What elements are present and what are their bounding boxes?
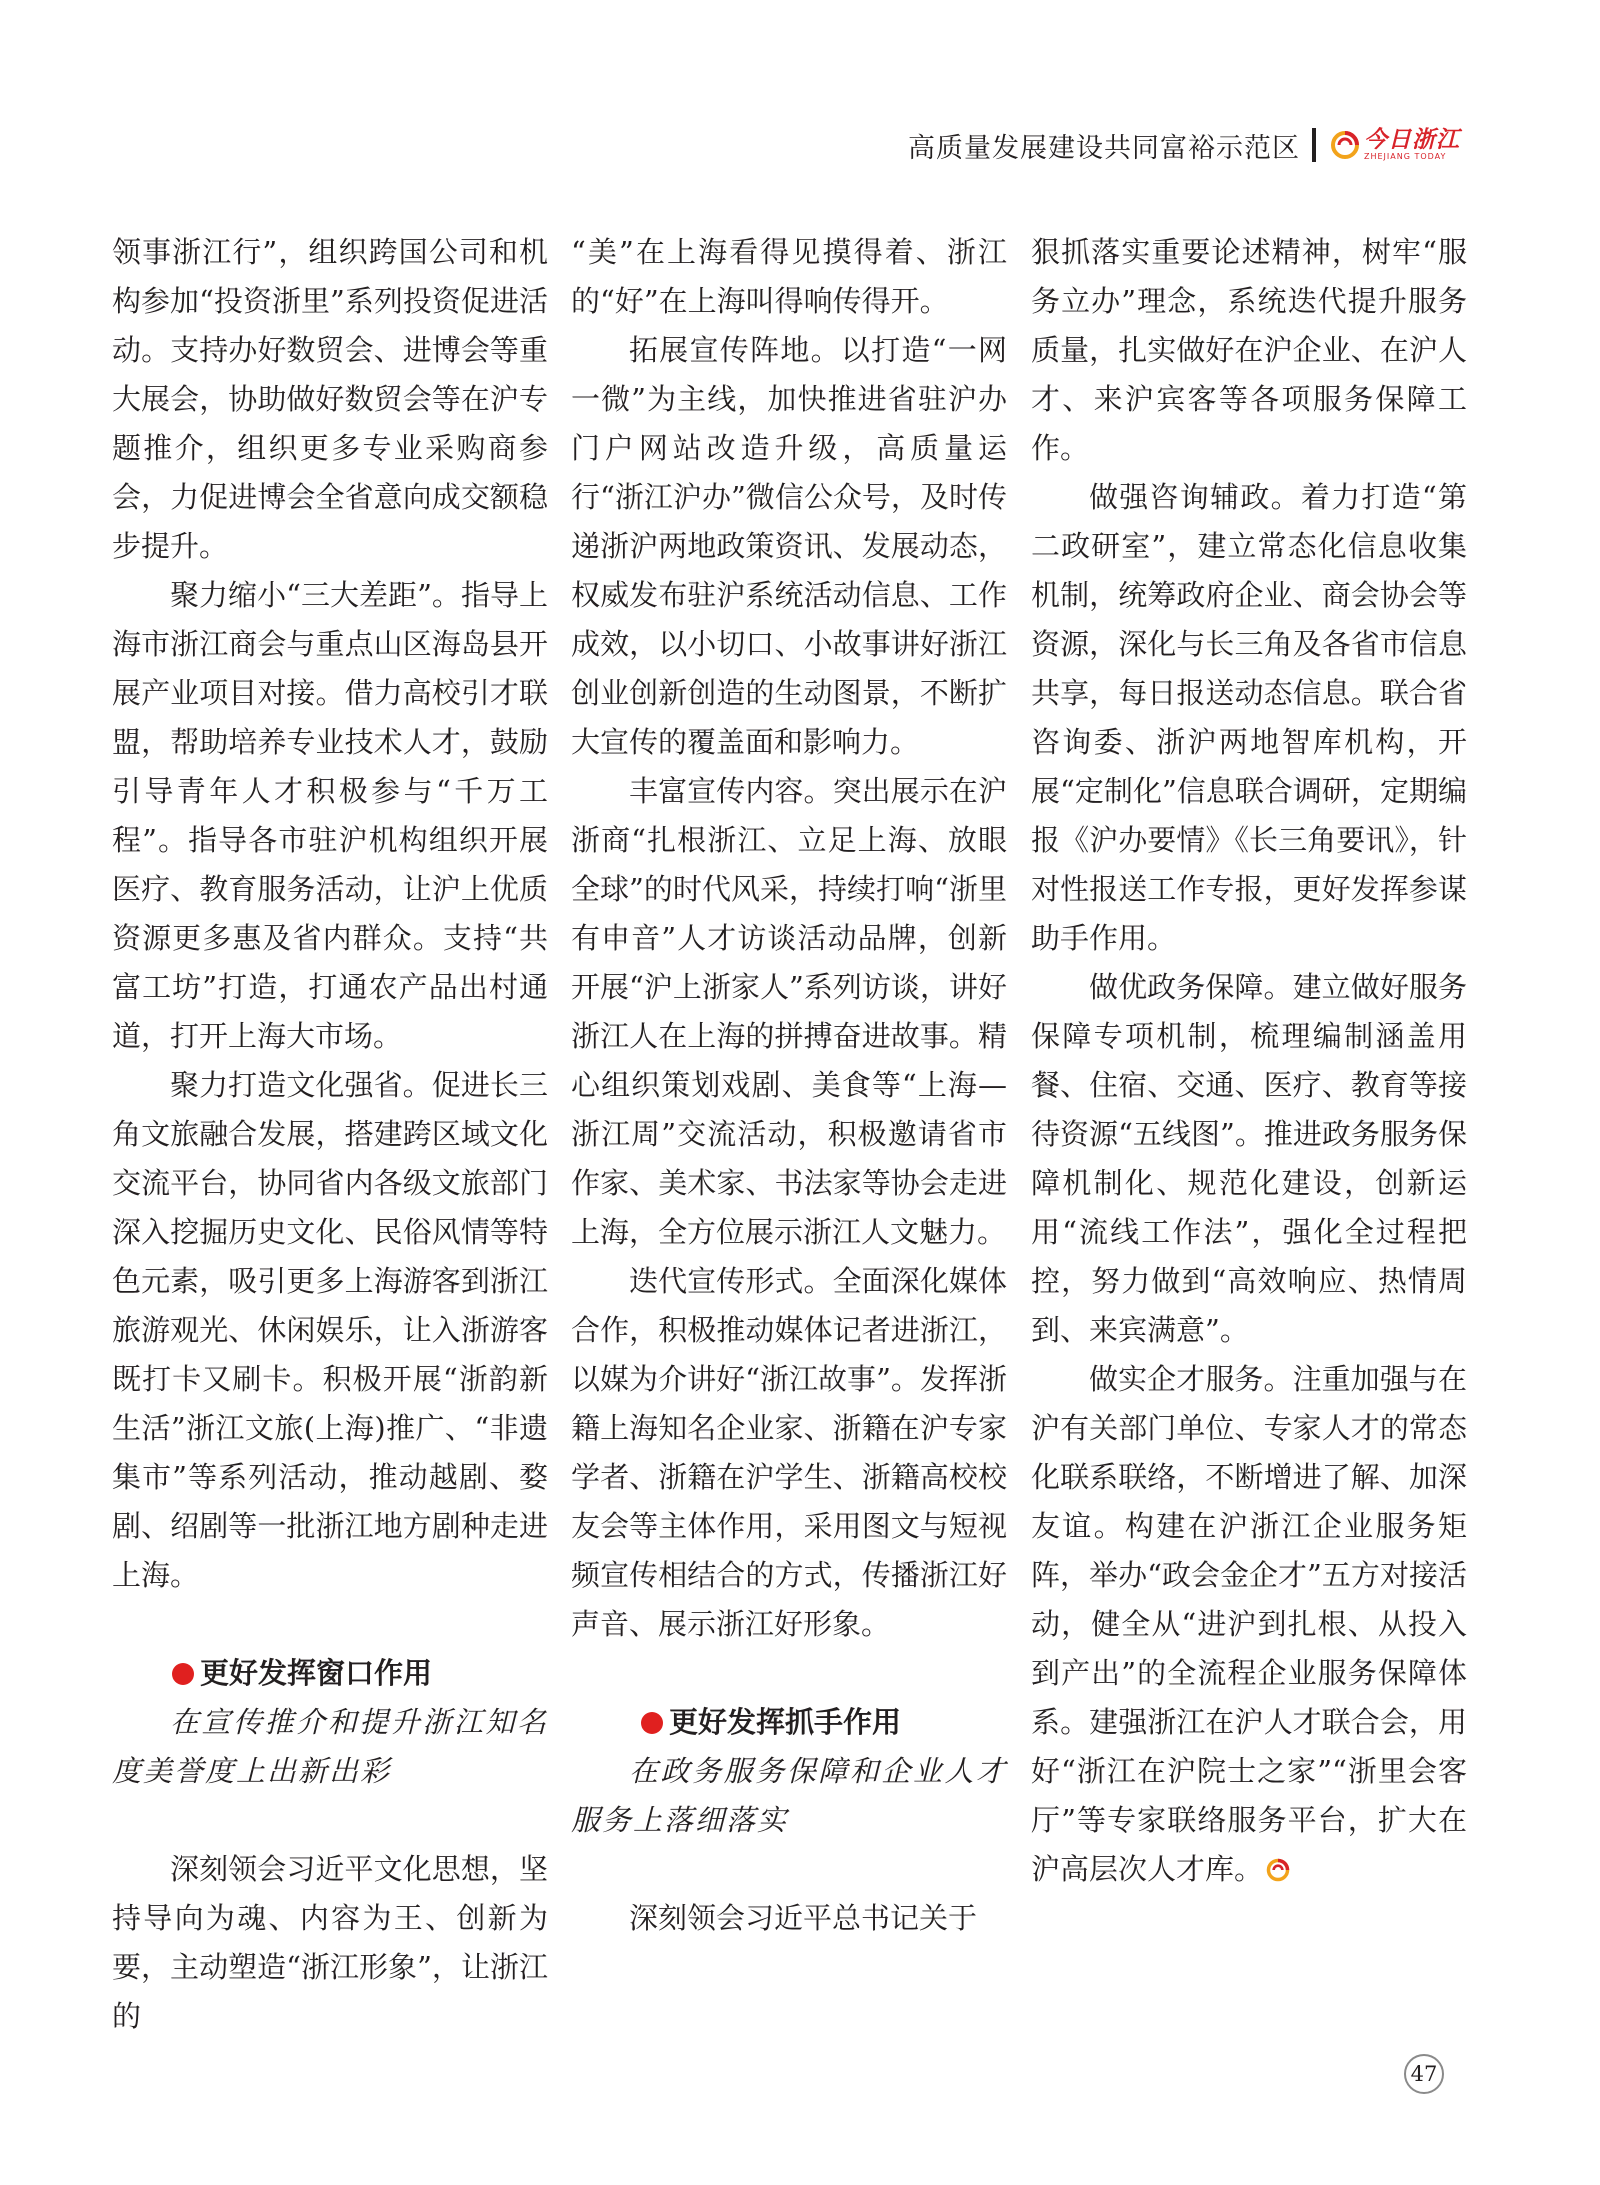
section-heading-text: 更好发挥窗口作用 <box>200 1656 433 1690</box>
text-column-3 <box>1031 228 1467 1894</box>
page-number: 47 <box>1404 2054 1444 2094</box>
red-bullet-icon <box>172 1663 194 1685</box>
paragraph: “美”在上海看得见摸得着、浙江的“好”在上海叫得响传得开。 <box>571 235 1007 318</box>
paragraph: 拓展宣传阵地。以打造“一网一微”为主线，加快推进省驻沪办门户网站改造升级，高质量运行“浙江沪办”微信公众号，及时传递浙沪两地政策资讯、发展动态，权威发布驻沪系统活动信息、工作成效，以小切口、小故事讲好浙江创业创新创造的生动图景，不断扩大宣传的覆盖面和影响力。 <box>571 333 1007 759</box>
paragraph: 做优政务保障。建立做好服务保障专项机制，梳理编制涵盖用餐、住宿、交通、医疗、教育等接待资源“五线图”。推进政务服务保障机制化、规范化建设，创新运用“流线工作法”，强化全过程把控，努力做到“高效响应、热情周到、来宾满意”。 <box>1031 970 1467 1347</box>
logo-chinese-text: 今日浙江 <box>1364 126 1460 153</box>
swirl-logo-icon <box>1330 130 1360 160</box>
section-subtitle: 在宣传推介和提升浙江知名度美誉度上出新出彩 <box>112 1705 548 1788</box>
section-heading-text: 更好发挥抓手作用 <box>669 1705 902 1739</box>
magazine-logo <box>1330 128 1460 162</box>
text-column-1 <box>112 228 548 2041</box>
section-heading <box>112 1649 548 1698</box>
header-divider <box>1312 128 1316 162</box>
swirl-end-icon <box>1265 1857 1291 1883</box>
section-subtitle: 在政务服务保障和企业人才服务上落细落实 <box>571 1754 1007 1837</box>
paragraph: 领事浙江行”，组织跨国公司和机构参加“投资浙里”系列投资促进活动。支持办好数贸会、进博会等重大展会，协助做好数贸会等在沪专题推介，组织更多专业采购商参会，力促进博会全省意向成交额稳步提升。 <box>112 235 548 563</box>
paragraph: 狠抓落实重要论述精神，树牢“服务立办”理念，系统迭代提升服务质量，扎实做好在沪企业、在沪人才、来沪宾客等各项服务保障工作。 <box>1031 235 1467 465</box>
red-bullet-icon <box>641 1712 663 1734</box>
paragraph: 深刻领会习近平总书记关于 <box>629 1901 978 1935</box>
paragraph-text: 做实企才服务。注重加强与在沪有关部门单位、专家人才的常态化联系联络，不断增进了解、加深友谊。构建在沪浙江企业服务矩阵，举办“政会金企才”五方对接活动，健全从“进沪到扎根、从投入到产出”的全流程企业服务保障体系。建强浙江在沪人才联合会，用好“浙江在沪院士之家”“浙里会客厅”等专家联络服务平台，扩大在沪高层次人才库。 <box>1031 1362 1467 1886</box>
paragraph: 聚力缩小“三大差距”。指导上海市浙江商会与重点山区海岛县开展产业项目对接。借力高校引才联盟，帮助培养专业技术人才，鼓励引导青年人才积极参与“千万工程”。指导各市驻沪机构组织开展医疗、教育服务活动，让沪上优质资源更多惠及省内群众。支持“共富工坊”打造，打通农产品出村通道，打开上海大市场。 <box>112 578 548 1053</box>
paragraph: 迭代宣传形式。全面深化媒体合作，积极推动媒体记者进浙江，以媒为介讲好“浙江故事”。发挥浙籍上海知名企业家、浙籍在沪专家学者、浙籍在沪学生、浙籍高校校友会等主体作用，采用图文与短视频宣传相结合的方式，传播浙江好声音、展示浙江好形象。 <box>571 1264 1007 1641</box>
header-title: 高质量发展建设共同富裕示范区 <box>908 132 1300 164</box>
paragraph <box>1031 1355 1467 1894</box>
paragraph: 丰富宣传内容。突出展示在沪浙商“扎根浙江、立足上海、放眼全球”的时代风采，持续打响“浙里有申音”人才访谈活动品牌，创新开展“沪上浙家人”系列访谈，讲好浙江人在上海的拼搏奋进故事。精心组织策划戏剧、美食等“上海—浙江周”交流活动，积极邀请省市作家、美术家、书法家等协会走进上海，全方位展示浙江人文魅力。 <box>571 774 1007 1249</box>
section-heading <box>571 1698 1007 1747</box>
paragraph: 聚力打造文化强省。促进长三角文旅融合发展，搭建跨区域文化交流平台，协同省内各级文旅部门深入挖掘历史文化、民俗风情等特色元素，吸引更多上海游客到浙江旅游观光、休闲娱乐，让入浙游客既打卡又刷卡。积极开展“浙韵新生活”浙江文旅(上海)推广、“非遗集市”等系列活动，推动越剧、婺剧、绍剧等一批浙江地方剧种走进上海。 <box>112 1068 548 1592</box>
paragraph: 做强咨询辅政。着力打造“第二政研室”，建立常态化信息收集机制，统筹政府企业、商会协会等资源，深化与长三角及各省市信息共享，每日报送动态信息。联合省咨询委、浙沪两地智库机构，开展“定制化”信息联合调研，定期编报《沪办要情》《长三角要讯》，针对性报送工作专报，更好发挥参谋助手作用。 <box>1031 480 1467 955</box>
text-column-2 <box>571 228 1007 1943</box>
logo-english-text: ZHEJIANG TODAY <box>1364 152 1447 161</box>
page-header <box>908 122 1460 168</box>
paragraph: 深刻领会习近平文化思想，坚持导向为魂、内容为王、创新为要，主动塑造“浙江形象”，让浙江的 <box>112 1852 548 2033</box>
